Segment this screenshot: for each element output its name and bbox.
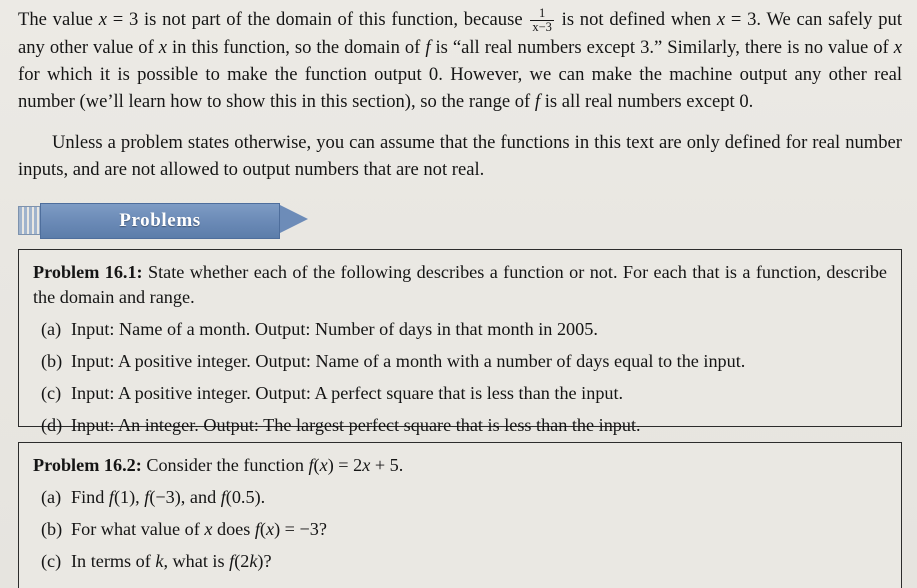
part-marker-c2: (c) <box>41 551 62 571</box>
problem-16-1-parts <box>33 317 887 438</box>
part-a2-t1: (1), <box>113 487 145 507</box>
intro-p1-seg-c: is not defined when <box>555 9 717 30</box>
part-c2-f1: f <box>229 551 235 571</box>
problem-16-1-statement-text: State whether each of the following describes a function or not. For each that is a function, describe the domain and range. <box>33 262 887 307</box>
banner-body <box>40 203 280 239</box>
problem-16-2-post: ) = 2 <box>327 455 363 475</box>
intro-text-block <box>18 6 902 183</box>
banner-label: Problems <box>119 210 201 231</box>
intro-paragraph-2: Unless a problem states otherwise, you can assume that the functions in this text are only defined for real number inputs, and are not allowed to output numbers that are not real. <box>18 131 902 180</box>
part-a2-f1: f <box>108 487 114 507</box>
problem-16-2-mid: ( <box>313 455 320 475</box>
part-b2-pre: For what value of <box>71 519 205 539</box>
problem-16-2-part-a <box>33 485 887 510</box>
part-text-a: Input: Name of a month. Output: Number of days in that month in 2005. <box>71 319 598 339</box>
part-c2-v2: k <box>249 551 258 571</box>
part-marker-b2: (b) <box>41 519 63 539</box>
part-marker-a2: (a) <box>41 487 62 507</box>
fraction-one-over-x-minus-3 <box>530 7 554 34</box>
part-c2-t3: )? <box>257 551 272 571</box>
part-text-c: Input: A positive integer. Output: A perfect square that is less than the input. <box>71 383 624 403</box>
part-c2-t1: , what is <box>163 551 230 571</box>
problem-16-1-title-line <box>33 260 887 310</box>
problem-16-2-part-b <box>33 517 887 542</box>
intro-p1-var-x3: x <box>158 36 168 58</box>
intro-paragraph-1 <box>18 6 902 115</box>
part-a2-f3: f <box>220 487 226 507</box>
part-c2-v1: k <box>155 551 164 571</box>
part-marker-b: (b) <box>41 351 63 371</box>
banner-ribbon-tail-icon <box>18 206 42 235</box>
intro-p1-var-f2: f <box>534 90 541 112</box>
intro-p1-seg-a: The value <box>18 9 99 30</box>
part-c2-pre: In terms of <box>71 551 156 571</box>
problem-16-2-parts <box>33 485 887 574</box>
intro-p1-var-x2: x <box>716 9 726 30</box>
problem-box-16-1 <box>18 249 902 435</box>
part-marker-c: (c) <box>41 383 62 403</box>
intro-p1-seg-i: is all real numbers except 0. <box>540 90 754 112</box>
part-b2-v2: x <box>265 519 275 539</box>
problem-16-2-statement-pre: Consider the function <box>146 455 309 475</box>
problem-16-1-statement <box>33 262 887 307</box>
intro-p1-var-x1: x <box>98 9 107 30</box>
problem-16-1-part-c <box>33 381 887 406</box>
part-a2-t2: (−3), and <box>149 487 221 507</box>
intro-p1-var-x4: x <box>893 36 902 58</box>
problem-box-16-2 <box>18 442 902 588</box>
problems-banner <box>18 203 346 237</box>
intro-p1-seg-h: for which it is possible to make the function output 0. However, we can make the machine output any other real number (we’ll learn how to show this in this section), so the range of <box>18 63 902 112</box>
problem-16-1-number: Problem 16.1: <box>33 262 143 282</box>
part-a2-f2: f <box>144 487 150 507</box>
part-b2-t1: does <box>212 519 255 539</box>
fraction-denominator: x−3 <box>532 19 552 34</box>
problem-16-2-var2: x <box>362 455 371 475</box>
problem-16-2-fn: f <box>308 455 314 475</box>
problem-16-2-title-line <box>33 453 887 478</box>
part-text-d: Input: An integer. Output: The largest perfect square that is less than the input. <box>71 415 641 435</box>
problem-16-1-part-b <box>33 349 887 374</box>
part-b2-t2: ( <box>259 519 266 539</box>
banner-arrow-icon <box>280 205 308 233</box>
intro-p1-seg-g: is “all real numbers except 3.” Similarly, there is no value of <box>430 36 894 58</box>
problem-16-2-part-c <box>33 549 887 574</box>
intro-p1-seg-e: in this function, so the domain of <box>167 36 426 58</box>
problem-16-2-var: x <box>319 455 328 475</box>
problem-16-2-end: + 5. <box>370 455 404 475</box>
part-b2-t3: ) = −3? <box>274 519 327 539</box>
part-marker-d: (d) <box>41 415 63 435</box>
problem-16-1-part-d <box>33 413 887 438</box>
part-b2-v1: x <box>204 519 213 539</box>
part-c2-t2: (2 <box>234 551 250 571</box>
intro-p1-seg-b: = 3 is not part of the domain of this function, because <box>106 9 529 30</box>
problem-16-1-part-a <box>33 317 887 342</box>
part-b2-f1: f <box>254 519 260 539</box>
fraction-numerator: 1 <box>530 7 554 21</box>
part-marker-a: (a) <box>41 319 62 339</box>
problem-16-2-number: Problem 16.2: <box>33 455 142 475</box>
part-a2-pre: Find <box>71 487 109 507</box>
part-a2-t3: (0.5). <box>225 487 266 507</box>
intro-p1-seg-d: = 3. We can safely put any other value of <box>18 9 902 58</box>
intro-p1-var-f1: f <box>425 36 431 58</box>
part-text-b: Input: A positive integer. Output: Name of a month with a number of days equal to the input. <box>71 351 746 371</box>
